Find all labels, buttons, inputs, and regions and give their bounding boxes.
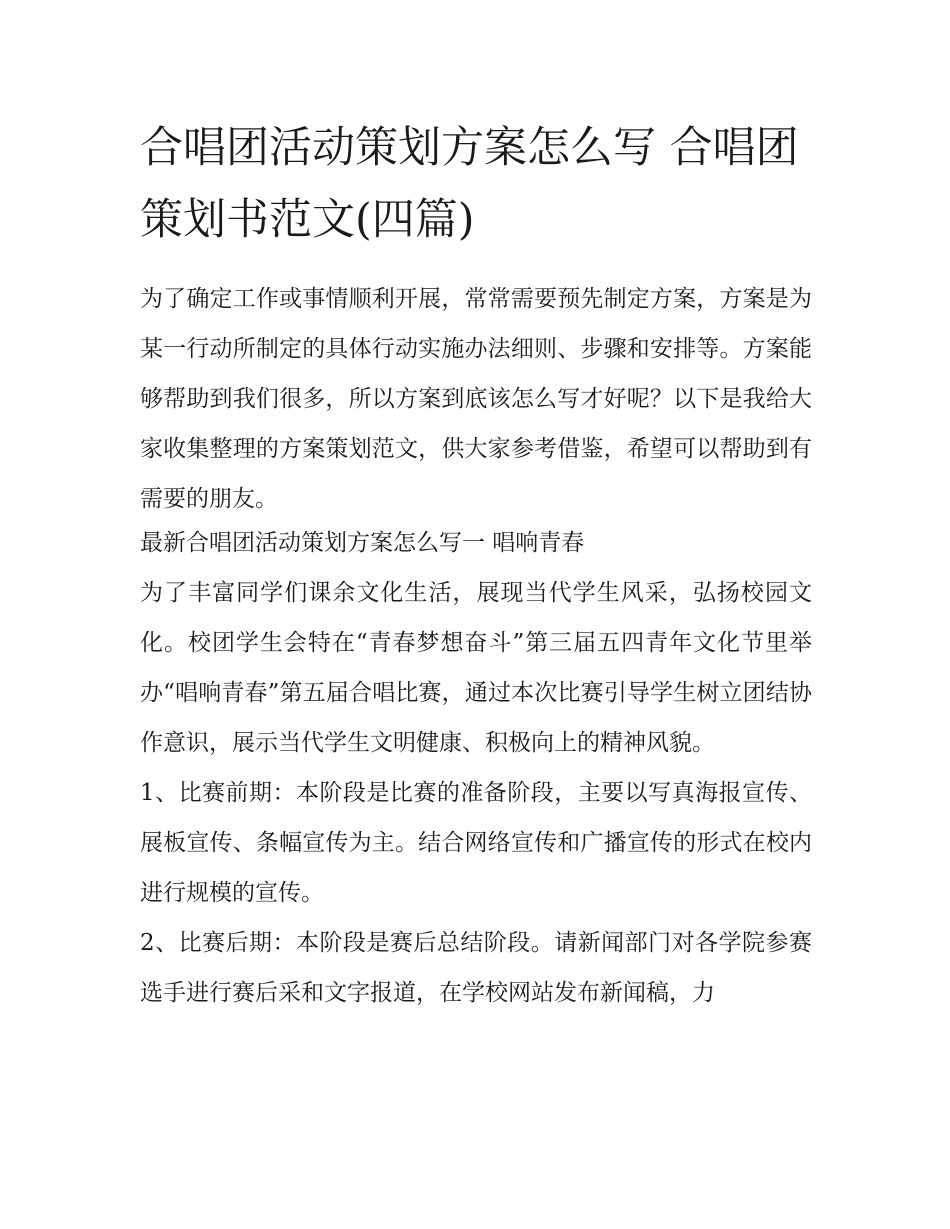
list-item-2: 2、比赛后期：本阶段是赛后总结阶段。请新闻部门对各学院参赛选手进行赛后采和文字报道，在学校网站发布新闻稿，力 bbox=[140, 930, 812, 1006]
list-item-1: 1、比赛前期：本阶段是比赛的准备阶段，主要以写真海报宣传、展板宣传、条幅宣传为主。结合网络宣传和广播宣传的形式在校内进行规模的宣传。 bbox=[140, 780, 812, 906]
document-content bbox=[140, 112, 812, 1018]
section-body-paragraph: 为了丰富同学们课余文化生活，展现当代学生风采，弘扬校园文化。校团学生会特在“青春梦想奋斗”第三届五四青年文化节里举办“唱响青春”第五届合唱比赛，通过本次比赛引导学生树立团结协作意识，展示当代学生文明健康、积极向上的精神风貌。 bbox=[140, 580, 812, 756]
document-title: 合唱团活动策划方案怎么写 合唱团策划书范文(四篇) bbox=[140, 123, 799, 245]
section-heading: 最新合唱团活动策划方案怎么写一 唱响青春 bbox=[140, 530, 585, 556]
intro-paragraph: 为了确定工作或事情顺利开展，常常需要预先制定方案，方案是为某一行动所制定的具体行动实施办法细则、步骤和安排等。方案能够帮助到我们很多，所以方案到底该怎么写才好呢？以下是我给大家收集整理的方案策划范文，供大家参考借鉴，希望可以帮助到有需要的朋友。 bbox=[140, 286, 812, 512]
